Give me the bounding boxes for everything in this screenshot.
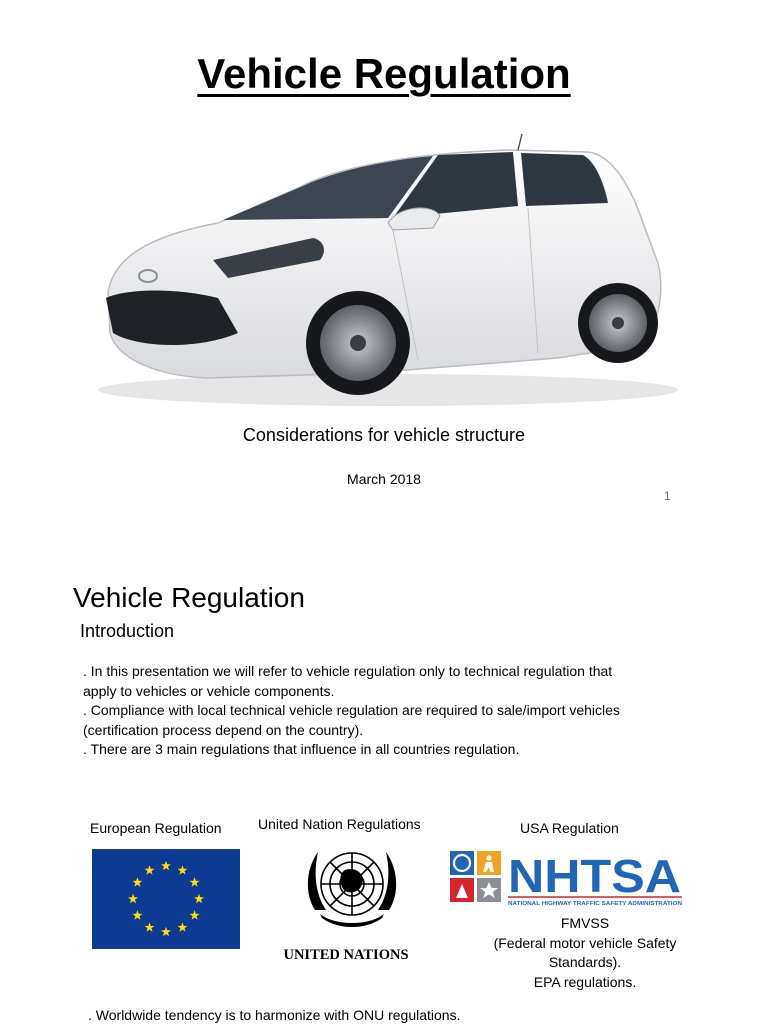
- bullet-line: . Compliance with local technical vehicle regulation are required to sale/import vehicles: [83, 702, 620, 718]
- nhtsa-logo-text: NHTSA: [508, 850, 681, 902]
- eu-regulation-label: European Regulation: [90, 820, 222, 836]
- slide1-subtitle: Considerations for vehicle structure: [242, 425, 526, 445]
- nhtsa-logo-icon: [448, 848, 684, 910]
- eu-flag-icon: [92, 849, 240, 949]
- footer-note: . Worldwide tendency is to harmonize with ONU regulations.: [88, 1007, 461, 1023]
- bullet-list: [83, 662, 713, 760]
- bullet-line: (certification process depend on the country).: [83, 721, 364, 738]
- page-number: 1: [664, 489, 671, 503]
- car-image: [88, 128, 678, 413]
- usa-detail-line: EPA regulations.: [533, 973, 637, 990]
- usa-regulation-label: USA Regulation: [520, 820, 619, 836]
- usa-detail-line: FMVSS: [560, 915, 610, 931]
- usa-detail-line: (Federal motor vehicle Safety: [493, 934, 677, 951]
- slide2-subtitle: Introduction: [80, 621, 175, 641]
- slide1-date: March 2018: [347, 471, 421, 487]
- bullet-line: . There are 3 main regulations that influence in all countries regulation.: [83, 741, 520, 757]
- un-regulation-label: United Nation Regulations: [258, 816, 421, 832]
- usa-regulation-details: [480, 914, 690, 992]
- slide2-title: Vehicle Regulation: [73, 582, 305, 613]
- slide1-title: Vehicle Regulation: [197, 50, 571, 97]
- usa-detail-line: Standards).: [548, 954, 622, 970]
- un-logo-text: UNITED NATIONS: [283, 947, 409, 963]
- bullet-line: . In this presentation we will refer to vehicle regulation only to technical regulation that: [83, 663, 613, 679]
- un-emblem-icon: [300, 840, 404, 932]
- bullet-line: apply to vehicles or vehicle components.: [83, 682, 335, 699]
- nhtsa-logo-subtext: NATIONAL HIGHWAY TRAFFIC SAFETY ADMINISTRATION: [508, 901, 682, 907]
